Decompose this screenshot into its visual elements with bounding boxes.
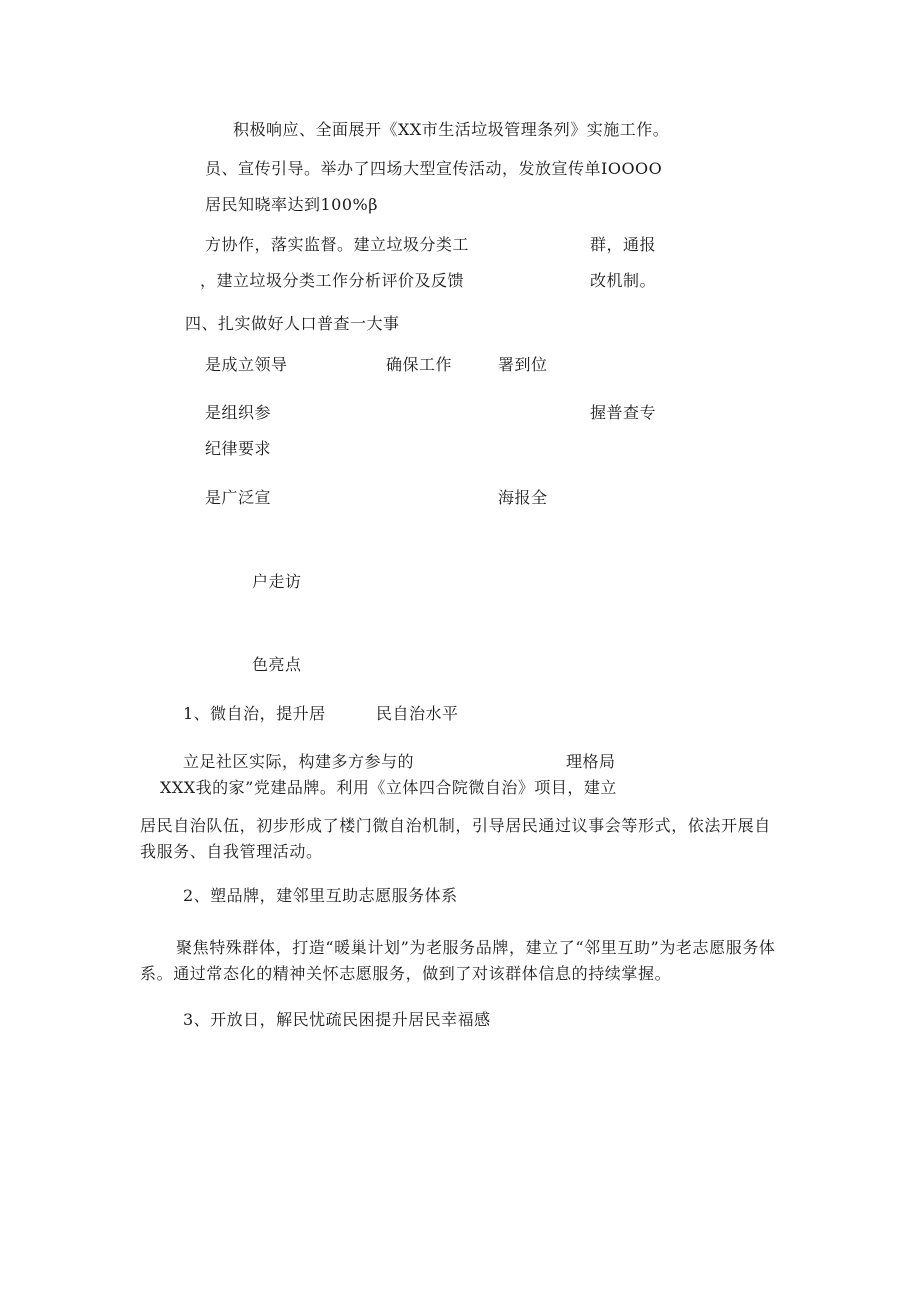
- text-line-coordination: 方协作，落实监督。建立垃圾分类工: [205, 235, 470, 254]
- text-fragment-publicize: 是广泛宣: [205, 488, 272, 507]
- text-fragment-poster: 海报全: [498, 488, 548, 507]
- text-line-awareness: 居民知晓率达到100%β: [205, 195, 378, 214]
- text-fragment-master: 握普查专: [590, 403, 657, 422]
- subheading-micro-autonomy-tail: 民自治水平: [376, 704, 459, 723]
- text-fragment-highlight: 色亮点: [252, 655, 302, 674]
- text-fragment-deploy: 署到位: [498, 355, 548, 374]
- text-line-regulation: 积极响应、全面展开《XX市生活垃圾管理条列》实施工作。: [233, 120, 670, 139]
- text-line-feedback: ，建立垃圾分类工作分析评价及反馈: [200, 271, 465, 290]
- text-fragment-discipline: 纪律要求: [205, 439, 272, 458]
- text-line-brand: XXX我的家”党建品牌。利用《立体四合院微自治》项目，建立: [160, 778, 617, 797]
- text-fragment-leadership: 是成立领导: [205, 355, 288, 374]
- text-line-community: 立足社区实际，构建多方参与的: [183, 752, 415, 771]
- subheading-micro-autonomy: 1、微自治，提升居: [183, 704, 326, 723]
- paragraph-resident-autonomy: 居民自治队伍，初步形成了楼门微自治机制，引导居民通过议事会等形式，依法开展自我服务、自我管理活动。: [140, 816, 771, 861]
- text-fragment-report: 群，通报: [590, 235, 657, 254]
- text-fragment-organize: 是组织参: [205, 403, 272, 422]
- text-fragment-ensure: 确保工作: [386, 355, 453, 374]
- subheading-volunteer-system: 2、塑品牌，建邻里互助志愿服务体系: [183, 886, 458, 905]
- subheading-open-day: 3、开放日，解民忧疏民困提升居民幸福感: [183, 1010, 491, 1029]
- text-fragment-visit: 户走访: [252, 572, 302, 591]
- text-fragment-governance: 理格局: [566, 752, 616, 771]
- text-line-publicity: 员、宣传引导。举办了四场大型宣传活动，发放宣传单IOOOO: [205, 159, 663, 178]
- text-fragment-mechanism: 改机制。: [590, 271, 657, 290]
- section-heading-census: 四、扎实做好人口普查一大事: [185, 314, 400, 333]
- paragraph-volunteer-service: 聚焦特殊群体，打造“暖巢计划”为老服务品牌，建立了“邻里互助”为老志愿服务体系。通过常态化的精神关怀志愿服务，做到了对该群体信息的持续掌握。: [140, 938, 776, 983]
